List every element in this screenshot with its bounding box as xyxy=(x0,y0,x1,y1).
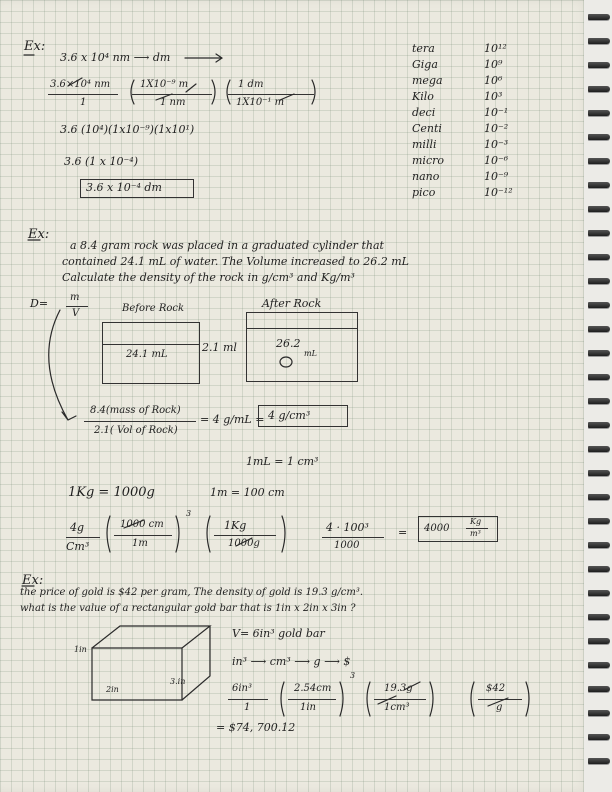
prefix-power: 10⁶ xyxy=(484,74,503,87)
cancel-mark xyxy=(186,84,196,92)
paren xyxy=(312,80,315,104)
spiral-coil xyxy=(588,614,610,620)
prefix-name: micro xyxy=(412,154,444,167)
spiral-binding xyxy=(584,0,612,792)
paren xyxy=(281,682,284,716)
paren xyxy=(207,516,210,552)
ex3-conversion-path: in³ ⟶ cm³ ⟶ g ⟶ $ xyxy=(232,655,351,668)
prefix-name: milli xyxy=(412,138,437,151)
paren xyxy=(340,682,343,716)
prefix-name: Centi xyxy=(412,122,442,135)
spiral-coil xyxy=(588,566,610,572)
m-equivalence: 1m = 100 cm xyxy=(210,486,285,499)
calc-numerator: 8.4(mass of Rock) xyxy=(90,405,181,416)
conv-answer-value: 4000 xyxy=(424,523,450,534)
spiral-coil xyxy=(588,710,610,716)
spiral-coil xyxy=(588,182,610,188)
ex3-factor2-denominator: 1cm³ xyxy=(384,702,410,713)
spiral-coil xyxy=(588,350,610,356)
gold-bar-icon xyxy=(92,626,210,700)
spiral-coil xyxy=(588,206,610,212)
ex1-step3: 3.6 (1 x 10⁻⁴) xyxy=(64,155,138,168)
example-label: Ex: xyxy=(22,573,44,588)
conv-factor2-numerator: 1Kg xyxy=(224,519,247,532)
ex1-factor2-denominator: 1X10⁻¹ m xyxy=(236,97,285,108)
after-rock-label: After Rock xyxy=(262,297,322,310)
ex3-problem-line: what is the value of a rectangular gold bar that is 1in x 2in x 3in ? xyxy=(20,603,356,614)
ex3-start-denominator: 1 xyxy=(244,702,251,713)
bar-dimension-width: 2in xyxy=(106,685,119,694)
ex1-factor2-numerator: 1 dm xyxy=(238,79,264,90)
paren xyxy=(107,516,110,552)
cancel-mark xyxy=(156,94,172,100)
spiral-coil xyxy=(588,590,610,596)
density-denominator: V xyxy=(72,308,80,319)
bar-dimension-length: 3.in xyxy=(170,677,186,686)
cancel-mark xyxy=(488,698,508,706)
example-label: Ex: xyxy=(28,227,50,242)
paren xyxy=(227,80,230,104)
calc-denominator: 2.1( Vol of Rock) xyxy=(94,425,178,436)
conv-start-numerator: 4g xyxy=(70,521,85,534)
prefix-name: Kilo xyxy=(412,90,434,103)
ex3-exponent: 3 xyxy=(350,671,356,680)
ex2-problem-line: a 8.4 gram rock was placed in a graduated cylinder that xyxy=(70,239,384,252)
cancel-mark xyxy=(236,538,252,546)
paren xyxy=(212,80,215,104)
paren xyxy=(282,516,285,552)
paren xyxy=(367,682,370,716)
prefix-power: 10⁻³ xyxy=(484,138,509,151)
prefix-power: 10⁻² xyxy=(484,122,509,135)
ex1-setup-numerator: 3.6×10⁴ nm xyxy=(50,79,111,90)
spiral-coil xyxy=(588,86,610,92)
prefix-power: 10⁻¹ xyxy=(484,106,509,119)
conv-answer-unit-denominator: m³ xyxy=(470,529,481,538)
prefix-power: 10¹² xyxy=(484,42,507,55)
ex3-problem-line: the price of gold is $42 per gram, The density of gold is 19.3 g/cm³. xyxy=(20,587,364,598)
conv-exponent: 3 xyxy=(186,509,192,518)
after-rock-unit: mL xyxy=(304,349,317,358)
ex3-start-numerator: 6in³ xyxy=(232,683,253,694)
cancel-mark xyxy=(124,520,144,528)
after-rock-volume: 26.2 xyxy=(276,337,301,350)
calc-answer: 4 g/cm³ xyxy=(268,409,311,422)
prefix-name: deci xyxy=(412,106,436,119)
spiral-coil xyxy=(588,254,610,260)
before-rock-volume: 24.1 mL xyxy=(126,349,168,360)
bar-dimension-height: 1in xyxy=(74,645,87,654)
conv-start-denominator: Cm³ xyxy=(66,540,90,553)
ex1-problem: 3.6 x 10⁴ nm ⟶ dm xyxy=(60,51,171,64)
ex1-answer: 3.6 x 10⁻⁴ dm xyxy=(86,181,162,194)
paren xyxy=(471,682,474,716)
conv-calc-numerator: 4 · 100³ xyxy=(326,521,369,534)
spiral-coil xyxy=(588,398,610,404)
rock-icon xyxy=(280,357,292,367)
spiral-coil xyxy=(588,374,610,380)
spiral-coil xyxy=(588,62,610,68)
ex1-factor1-numerator: 1X10⁻⁹ m xyxy=(140,79,189,90)
spiral-coil xyxy=(588,686,610,692)
prefix-power: 10⁻⁶ xyxy=(484,154,509,167)
spiral-coil xyxy=(588,38,610,44)
spiral-coil xyxy=(588,302,610,308)
conv-equals: = xyxy=(398,526,408,539)
prefix-name: pico xyxy=(412,186,436,199)
arrow-icon xyxy=(49,310,76,420)
spiral-coil xyxy=(588,518,610,524)
conv-factor1-numerator: 1000 cm xyxy=(120,519,164,530)
spiral-coil xyxy=(588,422,610,428)
ex3-factor1-denominator: 1in xyxy=(300,702,317,713)
spiral-coil xyxy=(588,446,610,452)
paren xyxy=(176,516,179,552)
ex1-setup-denominator: 1 xyxy=(80,97,87,108)
ex3-volume: V= 6in³ gold bar xyxy=(232,627,325,640)
prefix-power: 10³ xyxy=(484,90,503,103)
ex3-factor1-numerator: 2.54cm xyxy=(294,683,332,694)
paren xyxy=(430,682,433,716)
prefix-name: Giga xyxy=(412,58,438,71)
prefix-name: tera xyxy=(412,42,435,55)
spiral-coil xyxy=(588,110,610,116)
prefix-name: mega xyxy=(412,74,443,87)
prefix-name: nano xyxy=(412,170,440,183)
arrow-icon xyxy=(185,54,222,62)
kg-equivalence: 1Kg = 1000g xyxy=(68,485,155,500)
prefix-power: 10⁹ xyxy=(484,58,503,71)
ex2-problem-line: Calculate the density of the rock in g/cm³ and Kg/m³ xyxy=(62,271,355,284)
conv-factor1-denominator: 1m xyxy=(132,538,148,549)
spiral-coil xyxy=(588,134,610,140)
spiral-coil xyxy=(588,542,610,548)
spiral-coil xyxy=(588,734,610,740)
spiral-coil xyxy=(588,494,610,500)
ex3-answer: = $74, 700.12 xyxy=(216,721,296,734)
spiral-coil xyxy=(588,278,610,284)
spiral-coil xyxy=(588,758,610,764)
volume-difference: 2.1 ml xyxy=(202,341,237,354)
ex2-problem-line: contained 24.1 mL of water. The Volume increased to 26.2 mL xyxy=(62,255,409,268)
paren xyxy=(526,682,529,716)
ml-equivalence: 1mL = 1 cm³ xyxy=(246,455,319,468)
density-numerator: m xyxy=(70,292,80,303)
spiral-coil xyxy=(588,14,610,20)
conv-calc-denominator: 1000 xyxy=(334,540,360,551)
ex3-factor3-numerator: $42 xyxy=(486,683,506,694)
cancel-mark xyxy=(280,94,294,100)
conv-factor2-denominator: 1000g xyxy=(228,538,260,549)
calc-result: = 4 g/mL = xyxy=(200,413,265,426)
ex1-step2: 3.6 (10⁴)(1x10⁻⁹)(1x10¹) xyxy=(60,123,195,136)
prefix-power: 10⁻¹² xyxy=(484,186,513,199)
spiral-coil xyxy=(588,470,610,476)
spiral-coil xyxy=(588,158,610,164)
cancel-mark xyxy=(378,696,396,704)
ex1-factor1-denominator: 1 nm xyxy=(160,97,186,108)
cancel-mark xyxy=(404,682,420,690)
ex3-factor2-numerator: 19.3g xyxy=(384,683,413,694)
before-rock-label: Before Rock xyxy=(122,303,185,314)
ex3-factor3-denominator: g xyxy=(496,702,503,713)
spiral-coil xyxy=(588,326,610,332)
cancel-mark xyxy=(68,78,82,86)
density-formula: D= xyxy=(30,297,49,310)
prefix-power: 10⁻⁹ xyxy=(484,170,509,183)
spiral-coil xyxy=(588,638,610,644)
example-label: Ex: xyxy=(24,39,46,54)
conv-answer-unit-numerator: Kg xyxy=(470,517,482,526)
paren xyxy=(131,80,134,104)
spiral-coil xyxy=(588,662,610,668)
gold-bar-icon xyxy=(92,648,182,700)
spiral-coil xyxy=(588,230,610,236)
